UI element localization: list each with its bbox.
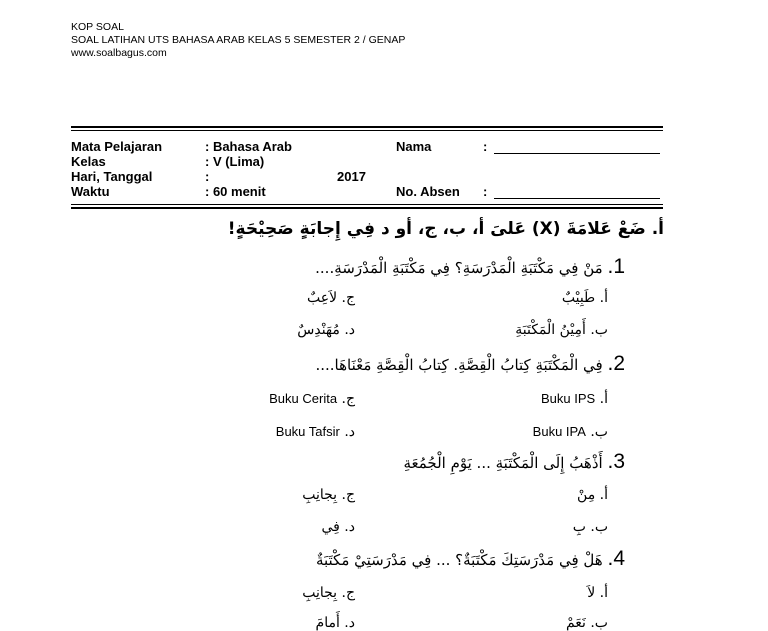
instruction: أ. ضَعْ عَلامَةَ (X) عَلىَ أ، ب، ج، أو د فِي إِجابَةٍ صَحِيْحَةٍ! <box>227 219 664 239</box>
hari-label: Hari, Tanggal <box>71 169 153 184</box>
kelas-value: : V (Lima) <box>205 154 265 169</box>
q2-option-d-text: Buku Tafsir <box>275 424 340 439</box>
q3-option-b[interactable]: ب. بِ <box>572 519 608 535</box>
q2-option-c-mark: ج. <box>341 391 355 407</box>
question-2-text: فِي الْمَكْتَبَةِ كِتابُ الْقِصَّةِ. كِتابُ الْقِصَّةِ مَعْنَاهَا.... <box>315 356 603 374</box>
q1-option-a[interactable]: أ. طَبِيْبٌ <box>561 290 608 306</box>
q2-option-b-mark: ب. <box>590 424 608 440</box>
nama-colon: : <box>483 139 488 154</box>
q1-option-c[interactable]: ج. لاَعِبٌ <box>306 290 355 306</box>
q2-option-b[interactable] <box>533 424 608 440</box>
absen-field[interactable] <box>494 184 660 199</box>
q2-option-a-mark: أ. <box>599 391 608 407</box>
question-1-text: مَنْ فِي مَكْتَبَةِ الْمَدْرَسَةِ؟ فِي مَكْتَبَةِ الْمَدْرَسَةِ.... <box>315 259 603 277</box>
question-3 <box>403 450 625 474</box>
q4-option-b[interactable]: ب. نَعَمْ <box>565 615 608 631</box>
q4-option-c[interactable]: ج. بِجانِبِ <box>302 585 355 601</box>
q2-option-a[interactable] <box>541 391 608 407</box>
q1-option-d[interactable]: د. مُهَنْدِسٌ <box>297 322 355 338</box>
mid-rule-thin <box>71 204 663 205</box>
q2-option-d[interactable] <box>276 424 355 440</box>
question-4-number: 4. <box>607 547 625 570</box>
waktu-value: : 60 menit <box>205 184 266 199</box>
q3-option-d[interactable]: د. فِي <box>321 519 355 535</box>
kelas-label: Kelas <box>71 154 106 169</box>
nama-field[interactable] <box>494 139 660 154</box>
year-value: 2017 <box>337 169 366 184</box>
q4-option-d[interactable]: د. أَمامَ <box>315 615 355 631</box>
question-1 <box>315 255 625 279</box>
mapel-value: : Bahasa Arab <box>205 139 292 154</box>
question-1-number: 1. <box>607 255 625 278</box>
question-3-text: أَذْهَبُ إِلَى الْمَكْتَبَةِ ... يَوْمِ الْجُمُعَةِ <box>403 454 603 472</box>
q2-option-a-text: Buku IPS <box>541 391 596 406</box>
website-link[interactable]: www.soalbagus.com <box>71 47 167 59</box>
document-header <box>71 21 405 60</box>
q1-option-b[interactable]: ب. أَمِيْنُ الْمَكْتَبَةِ <box>515 322 608 338</box>
q2-option-d-mark: د. <box>344 424 355 440</box>
question-4-text: هَلْ فِي مَدْرَسَتِكَ مَكْتَبَةٌ؟ ... فِي مَدْرَسَتِيْ مَكْتَبَةٌ <box>315 551 603 569</box>
nama-label: Nama <box>396 139 432 154</box>
question-4 <box>316 547 625 571</box>
hari-value: : <box>205 169 210 184</box>
top-rule-thick <box>71 126 663 128</box>
question-2 <box>315 352 625 376</box>
q2-option-b-text: Buku IPA <box>532 424 586 439</box>
absen-colon: : <box>483 184 488 199</box>
identity-block <box>71 139 663 199</box>
question-2-number: 2. <box>607 352 625 375</box>
waktu-label: Waktu <box>71 184 110 199</box>
kop-title: KOP SOAL <box>71 21 124 33</box>
q3-option-c[interactable]: ج. بِجانِبِ <box>302 487 355 503</box>
exam-title: SOAL LATIHAN UTS BAHASA ARAB KELAS 5 SEMESTER 2 / GENAP <box>71 34 406 46</box>
q3-option-a[interactable]: أ. مِنْ <box>577 487 608 503</box>
absen-label: No. Absen <box>396 184 460 199</box>
top-rule-thin <box>71 130 663 131</box>
question-3-number: 3. <box>607 450 625 473</box>
q2-option-c-text: Buku Cerita <box>269 391 338 406</box>
q2-option-c[interactable] <box>269 391 355 407</box>
mapel-label: Mata Pelajaran <box>71 139 163 154</box>
q4-option-a[interactable]: أ. لاَ <box>587 585 608 601</box>
mid-rule-thick <box>71 207 663 209</box>
